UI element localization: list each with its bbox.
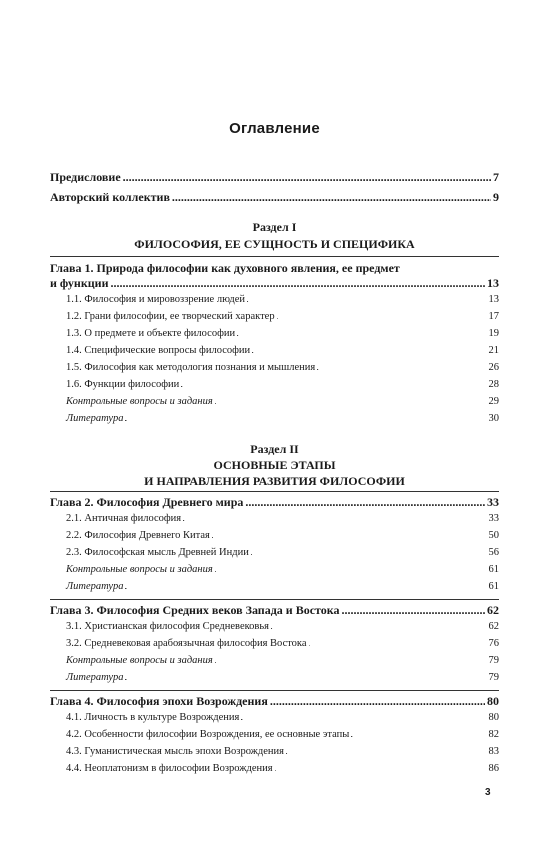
toc-subentry[interactable] — [50, 513, 499, 524]
entry-label: Глава 2. Философия Древнего мира — [50, 495, 244, 509]
entry-label: Глава 3. Философия Средних веков Запада и Востока — [50, 603, 340, 617]
chapter-title-line: Глава 1. Природа философии как духовного явления, ее предмет — [50, 261, 400, 275]
leader-dots — [271, 621, 486, 632]
leader-dots — [252, 345, 486, 356]
entry-label: 4.3. Гуманистическая мысль эпохи Возрождения — [66, 746, 285, 757]
toc-title: Оглавление — [229, 120, 320, 137]
divider-rule — [50, 256, 499, 257]
toc-subentry-literature[interactable] — [50, 581, 499, 592]
entry-label: 2.3. Философская мысль Древней Индии — [66, 547, 249, 558]
entry-label: и функции — [50, 276, 109, 290]
toc-subentry-questions[interactable] — [50, 564, 499, 575]
section-number: Раздел I — [252, 220, 297, 234]
toc-chapter-1[interactable] — [50, 276, 499, 291]
entry-label: Литература — [66, 413, 124, 424]
leader-dots — [215, 655, 487, 666]
entry-label: 1.3. О предмете и объекте философии — [66, 328, 236, 339]
entry-page: 86 — [488, 763, 499, 774]
toc-subentry[interactable] — [50, 712, 499, 723]
toc-subentry-literature[interactable] — [50, 413, 499, 424]
entry-page: 7 — [493, 170, 499, 184]
entry-label: 1.4. Специфические вопросы философии — [66, 345, 251, 356]
toc-subentry[interactable] — [50, 328, 499, 339]
toc-subentry-questions[interactable] — [50, 396, 499, 407]
leader-dots — [123, 170, 491, 185]
entry-page: 21 — [488, 345, 499, 356]
toc-chapter-3[interactable] — [50, 603, 499, 618]
entry-label: 4.4. Неоплатонизм в философии Возрождения — [66, 763, 273, 774]
entry-label: 1.2. Грани философии, ее творческий характер — [66, 311, 275, 322]
leader-dots — [275, 763, 487, 774]
entry-page: 83 — [488, 746, 499, 757]
entry-page: 50 — [488, 530, 499, 541]
leader-dots — [241, 712, 486, 723]
entry-page: 56 — [488, 547, 499, 558]
entry-label: Авторский коллектив — [50, 190, 170, 204]
leader-dots — [172, 190, 491, 205]
leader-dots — [245, 495, 485, 510]
entry-page: 28 — [488, 379, 499, 390]
entry-page: 62 — [487, 603, 499, 617]
entry-page: 29 — [488, 396, 499, 407]
leader-dots — [342, 603, 485, 618]
entry-label: 3.1. Христианская философия Средневековья — [66, 621, 270, 632]
entry-label: Контрольные вопросы и задания — [66, 564, 213, 575]
toc-subentry[interactable] — [50, 362, 499, 373]
toc-subentry[interactable] — [50, 729, 499, 740]
leader-dots — [215, 564, 487, 575]
leader-dots — [125, 581, 486, 592]
entry-label: Глава 4. Философия эпохи Возрождения — [50, 694, 268, 708]
section-title: И НАПРАВЛЕНИЯ РАЗВИТИЯ ФИЛОСОФИИ — [144, 474, 405, 488]
entry-page: 9 — [493, 190, 499, 204]
leader-dots — [247, 294, 486, 305]
divider-rule — [50, 599, 499, 600]
leader-dots — [125, 413, 486, 424]
leader-dots — [181, 379, 486, 390]
entry-page: 80 — [487, 694, 499, 708]
entry-label: Литература — [66, 581, 124, 592]
leader-dots — [215, 396, 487, 407]
leader-dots — [351, 729, 486, 740]
leader-dots — [286, 746, 486, 757]
entry-label: 2.1. Античная философия — [66, 513, 182, 524]
entry-page: 82 — [488, 729, 499, 740]
entry-page: 61 — [488, 581, 499, 592]
toc-entry-authors[interactable] — [50, 190, 499, 205]
entry-page: 13 — [488, 294, 499, 305]
entry-label: 1.1. Философия и мировоззрение людей — [66, 294, 246, 305]
page-number: 3 — [485, 787, 491, 798]
entry-page: 19 — [488, 328, 499, 339]
entry-page: 76 — [488, 638, 499, 649]
entry-label: Предисловие — [50, 170, 121, 184]
entry-label: 4.2. Особенности философии Возрождения, ее основные этапы — [66, 729, 350, 740]
toc-subentry[interactable] — [50, 294, 499, 305]
entry-label: Контрольные вопросы и задания — [66, 655, 213, 666]
leader-dots — [212, 530, 487, 541]
leader-dots — [125, 672, 486, 683]
section-title: ФИЛОСОФИЯ, ЕЕ СУЩНОСТЬ И СПЕЦИФИКА — [134, 237, 415, 251]
toc-subentry[interactable] — [50, 621, 499, 632]
entry-label: 4.1. Личность в культуре Возрождения — [66, 712, 240, 723]
toc-subentry[interactable] — [50, 547, 499, 558]
entry-page: 80 — [488, 712, 499, 723]
entry-label: 1.6. Функции философии — [66, 379, 180, 390]
entry-page: 33 — [488, 513, 499, 524]
entry-label: 2.2. Философия Древнего Китая — [66, 530, 210, 541]
toc-subentry-literature[interactable] — [50, 672, 499, 683]
toc-subentry[interactable] — [50, 379, 499, 390]
leader-dots — [270, 694, 485, 709]
toc-subentry[interactable] — [50, 638, 499, 649]
entry-page: 79 — [488, 672, 499, 683]
entry-page: 13 — [487, 276, 499, 290]
leader-dots — [309, 638, 487, 649]
leader-dots — [277, 311, 487, 322]
toc-subentry[interactable] — [50, 530, 499, 541]
section-number: Раздел II — [250, 442, 299, 456]
toc-subentry-questions[interactable] — [50, 655, 499, 666]
divider-rule — [50, 690, 499, 691]
section-title: ОСНОВНЫЕ ЭТАПЫ — [213, 458, 336, 472]
leader-dots — [111, 276, 486, 291]
entry-page: 62 — [488, 621, 499, 632]
divider-rule — [50, 491, 499, 492]
entry-label: Литература — [66, 672, 124, 683]
entry-page: 26 — [488, 362, 499, 373]
toc-subentry[interactable] — [50, 345, 499, 356]
toc-chapter-2[interactable] — [50, 495, 499, 510]
entry-page: 61 — [488, 564, 499, 575]
entry-page: 30 — [488, 413, 499, 424]
toc-subentry[interactable] — [50, 746, 499, 757]
toc-subentry[interactable] — [50, 763, 499, 774]
entry-label: 1.5. Философия как методология познания и мышления — [66, 362, 316, 373]
toc-chapter-4[interactable] — [50, 694, 499, 709]
entry-page: 79 — [488, 655, 499, 666]
leader-dots — [251, 547, 487, 558]
leader-dots — [237, 328, 486, 339]
toc-subentry[interactable] — [50, 311, 499, 322]
leader-dots — [317, 362, 486, 373]
toc-entry-preface[interactable] — [50, 170, 499, 185]
leader-dots — [183, 513, 486, 524]
entry-label: 3.2. Средневековая арабоязычная философия Востока — [66, 638, 307, 649]
entry-page: 33 — [487, 495, 499, 509]
entry-label: Контрольные вопросы и задания — [66, 396, 213, 407]
entry-page: 17 — [488, 311, 499, 322]
